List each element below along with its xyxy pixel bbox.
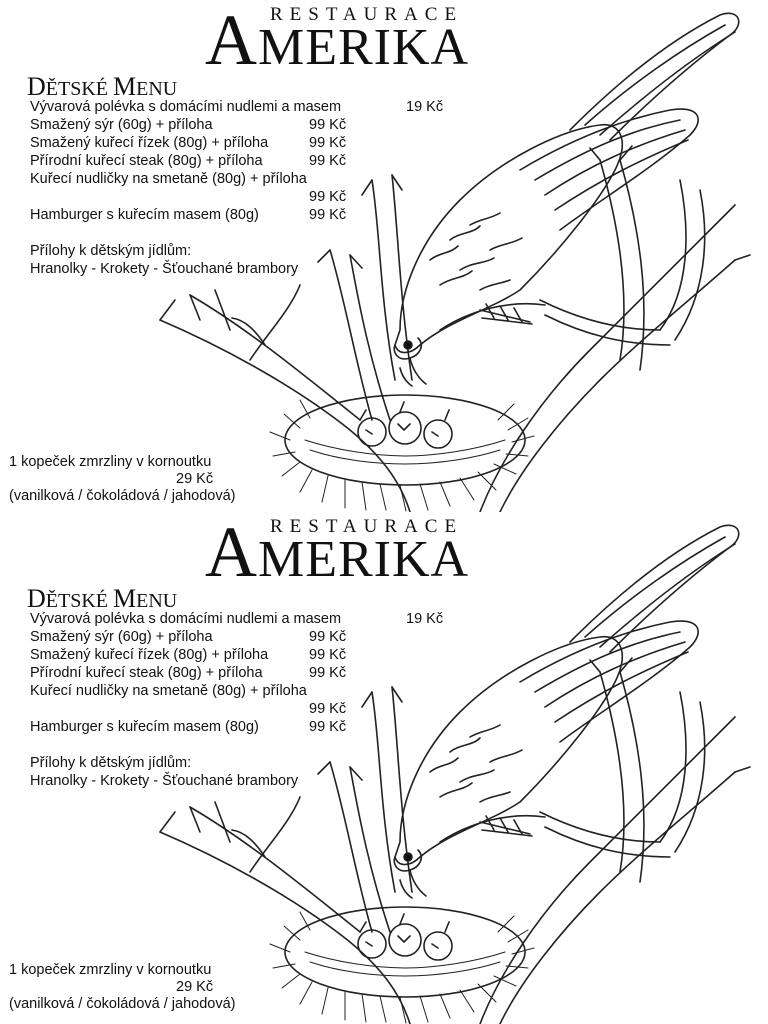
- menu-item-name: Kuřecí nudličky na smetaně (80g) + příloha: [30, 683, 307, 699]
- brand-amerika-initial: A: [205, 512, 258, 592]
- menu-item-name: Hamburger s kuřecím masem (80g): [30, 719, 259, 735]
- menu-item-price: 99 Kč: [309, 719, 347, 735]
- dessert-flavors: (vanilková / čokoládová / jahodová): [9, 996, 236, 1012]
- brand-amerika: [205, 512, 470, 592]
- brand-amerika-initial: A: [205, 0, 258, 80]
- dessert-price: 29 Kč: [176, 979, 214, 995]
- menu-title-m: M: [113, 584, 137, 613]
- menu-item-name: Smažený sýr (60g) + příloha: [30, 117, 213, 133]
- menu-item-price: 99 Kč: [309, 117, 347, 133]
- brand-restaurace: RESTAURACE: [270, 516, 464, 537]
- menu-panel-bottom: [0, 512, 768, 1024]
- menu-item-name: Kuřecí nudličky na smetaně (80g) + příloha: [30, 171, 307, 187]
- menu-item-name: Smažený kuřecí řízek (80g) + příloha: [30, 135, 269, 151]
- brand-restaurace: RESTAURACE: [270, 4, 464, 25]
- sides-list: Hranolky - Krokety - Šťouchané brambory: [30, 773, 299, 789]
- dessert-name: 1 kopeček zmrzliny v kornoutku: [9, 454, 212, 470]
- menu-item-name: Přírodní kuřecí steak (80g) + příloha: [30, 153, 263, 169]
- menu-title: [27, 74, 177, 100]
- menu-title-enu: ENU: [136, 78, 178, 100]
- sides-heading: Přílohy k dětským jídlům:: [30, 243, 192, 259]
- menu-item-name: Smažený sýr (60g) + příloha: [30, 629, 213, 645]
- sides-heading: Přílohy k dětským jídlům:: [30, 755, 192, 771]
- menu-item-price: 99 Kč: [309, 647, 347, 663]
- menu-item-price: 99 Kč: [309, 629, 347, 645]
- sides-list: Hranolky - Krokety - Šťouchané brambory: [30, 261, 299, 277]
- menu-item-price: 19 Kč: [406, 611, 444, 627]
- menu-title-initial: D: [27, 72, 46, 101]
- menu-item-price: 99 Kč: [309, 189, 347, 205]
- brand-amerika: [205, 0, 470, 80]
- menu-item-price: 99 Kč: [309, 701, 347, 717]
- dessert-price: 29 Kč: [176, 471, 214, 487]
- menu-item-name: Přírodní kuřecí steak (80g) + příloha: [30, 665, 263, 681]
- menu-item-name: Smažený kuřecí řízek (80g) + příloha: [30, 647, 269, 663]
- menu-title-m: M: [113, 72, 137, 101]
- menu-item-price: 99 Kč: [309, 135, 347, 151]
- menu-title-initial: D: [27, 584, 46, 613]
- dessert-flavors: (vanilková / čokoládová / jahodová): [9, 488, 236, 504]
- menu-item-name: Vývarová polévka s domácími nudlemi a masem: [30, 611, 342, 627]
- menu-item-name: Vývarová polévka s domácími nudlemi a masem: [30, 99, 342, 115]
- menu-item-name: Hamburger s kuřecím masem (80g): [30, 207, 259, 223]
- menu-title-enu: ENU: [136, 590, 178, 612]
- brand-amerika-rest: MERIKA: [258, 19, 470, 76]
- menu-item-price: 99 Kč: [309, 207, 347, 223]
- menu-item-price: 19 Kč: [406, 99, 444, 115]
- menu-title: [27, 586, 177, 612]
- brand-amerika-rest: MERIKA: [258, 531, 470, 588]
- dessert-name: 1 kopeček zmrzliny v kornoutku: [9, 962, 212, 978]
- menu-title-rest: ĚTSKÉ: [45, 590, 113, 612]
- menu-item-price: 99 Kč: [309, 665, 347, 681]
- menu-item-price: 99 Kč: [309, 153, 347, 169]
- menu-title-rest: ĚTSKÉ: [45, 78, 113, 100]
